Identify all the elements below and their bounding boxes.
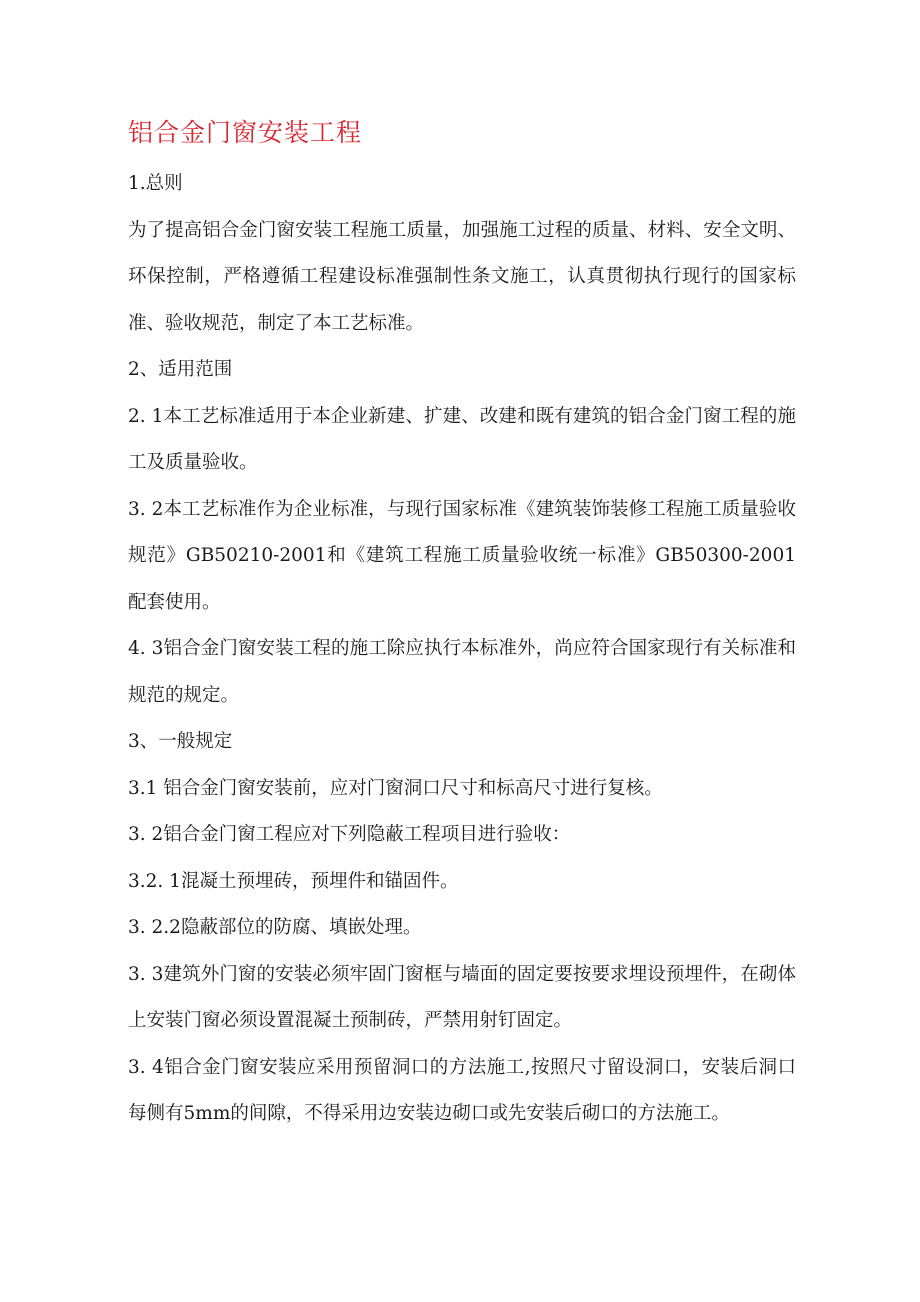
document-title: 铝合金门窗安装工程 xyxy=(128,118,363,147)
paragraph-scope-4-3: 4. 3铝合金门窗安装工程的施工除应执行本标准外，尚应符合国家现行有关标准和规范的规定。 xyxy=(128,638,796,706)
section-heading-general: 1.总则 xyxy=(128,173,183,194)
paragraph-rule-3-2-1: 3.2. 1混凝土预埋砖，预埋件和锚固件。 xyxy=(128,870,459,892)
paragraph-purpose: 为了提高铝合金门窗安装工程施工质量，加强施工过程的质量、材料、安全文明、环保控制，严格遵循工程建设标准强制性条文施工，认真贯彻执行现行的国家标准、验收规范，制定了本工艺标准。 xyxy=(128,219,796,334)
paragraph-scope-3-2: 3. 2本工艺标准作为企业标准，与现行国家标准《建筑装饰装修工程施工质量验收规范》GB50210-2001和《建筑工程施工质量验收统一标准》GB50300-2001配套使用。 xyxy=(128,498,796,613)
paragraph-rule-3-4: 3. 4铝合金门窗安装应采用预留洞口的方法施工,按照尺寸留设洞口，安装后洞口每侧有5mm的间隙，不得采用边安装边砌口或先安装后砌口的方法施工。 xyxy=(128,1056,796,1124)
section-heading-scope: 2、适用范围 xyxy=(128,359,233,380)
paragraph-rule-3-2-2: 3. 2.2隐蔽部位的防腐、填嵌处理。 xyxy=(128,917,422,938)
paragraph-rule-3-1: 3.1 铝合金门窗安装前，应对门窗洞口尺寸和标高尺寸进行复核。 xyxy=(128,777,663,799)
paragraph-rule-3-3: 3. 3建筑外门窗的安装必须牢固门窗框与墙面的固定要按要求埋设预埋件，在砌体上安装门窗必须设置混凝土预制砖，严禁用射钉固定。 xyxy=(128,963,796,1031)
document-body xyxy=(128,112,796,1138)
paragraph-rule-3-2: 3. 2铝合金门窗工程应对下列隐蔽工程项目进行验收： xyxy=(128,824,571,845)
paragraph-scope-2-1: 2. 1本工艺标准适用于本企业新建、扩建、改建和既有建筑的铝合金门窗工程的施工及质量验收。 xyxy=(128,405,796,473)
section-heading-general-rules: 3、一般规定 xyxy=(128,731,233,752)
